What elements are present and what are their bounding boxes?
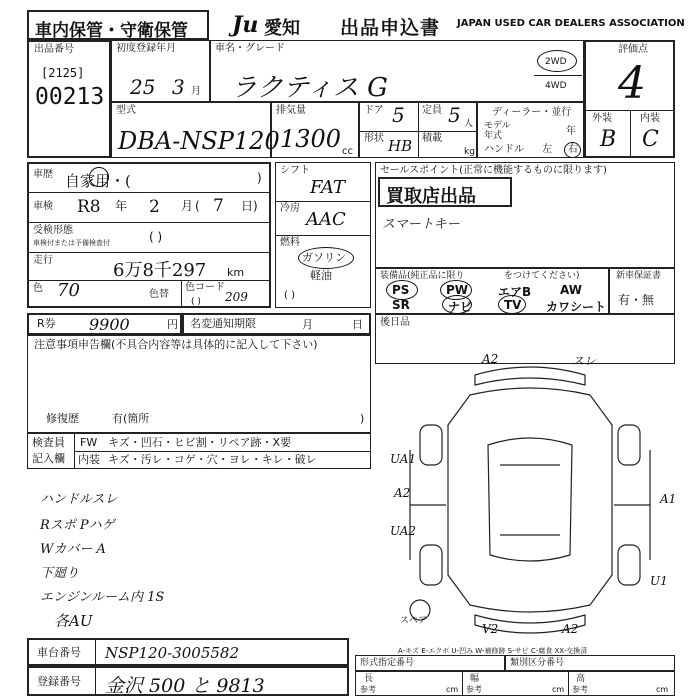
mark-scratch-top: スレ — [572, 354, 597, 368]
inspection-month-unit: 月 — [181, 199, 194, 213]
history-label: 車歴 — [33, 169, 53, 180]
history-block: 車歴 自家用・( ) 車検 R8 年 2 月 ( 7 日) 受検形態 車検付または予備検査付 ( ) 走行 6万8千297 km 色 70 色替 色コード 209 ( ) — [27, 162, 271, 308]
registration-month-unit: 月 — [191, 86, 201, 97]
equip-tv-circle — [498, 295, 526, 314]
storage-box — [27, 10, 209, 40]
inspection-day: 7 — [213, 196, 224, 216]
color-value: 70 — [57, 280, 80, 301]
type-label: 型式 — [116, 105, 136, 116]
tax-value: 9900 — [89, 315, 130, 334]
form-paren: ( ) — [149, 230, 163, 244]
model-value: ラクティス G — [231, 73, 388, 103]
tax-label: R券 — [37, 317, 56, 330]
model-year-label: モデル — [484, 121, 511, 131]
equip-ps-circle — [386, 280, 418, 300]
grade-int: C — [642, 127, 659, 152]
inspector-fw: FW — [80, 436, 98, 449]
notes-label: 注意事項申告欄(不具合内容等は具体的に記入して下さい) — [34, 338, 318, 351]
handle-right: 右 — [568, 144, 578, 155]
inspection-era: R8 — [77, 197, 101, 217]
sales-banner: 買取店出品 — [386, 186, 476, 207]
inspector-interior: 内装 — [78, 453, 100, 466]
cabin — [488, 438, 572, 561]
history-value: 自家用・( — [65, 172, 131, 190]
seats-label: 定員 — [422, 105, 442, 116]
dim-height-ref: 参考 — [572, 685, 588, 694]
shift-value: FAT — [310, 177, 345, 198]
lot-number: 00213 — [35, 84, 105, 110]
mark-u1: U1 — [650, 574, 668, 588]
color-change: 色替 — [149, 289, 169, 300]
ac-value: AAC — [306, 209, 346, 230]
wheel-rr — [618, 545, 640, 585]
equip-sr: SR — [392, 298, 410, 312]
registration-cell — [111, 40, 210, 102]
history-close: ) — [257, 171, 262, 185]
grade-label: 評価点 — [618, 44, 648, 55]
chassis-cell — [27, 638, 349, 666]
front-bumper — [475, 367, 585, 385]
car-body — [448, 388, 612, 612]
fuel-gas: ガソリン — [302, 251, 346, 264]
mark-ua2: UA2 — [390, 524, 417, 538]
handle-left: 左 — [542, 144, 552, 155]
remark-6: 各AU — [54, 612, 93, 630]
warranty-label: 新車保証書 — [616, 271, 662, 281]
grade-ext-label: 外装 — [592, 113, 612, 124]
dim-width-ref: 参考 — [466, 685, 482, 694]
equip-pw: PW — [446, 283, 469, 297]
mark-ua1: UA1 — [390, 452, 417, 466]
shift-cell — [275, 162, 371, 308]
model-year-sfx: 年 — [566, 126, 576, 137]
remark-1: ハンドルスレ — [40, 492, 118, 507]
form-label: 受検形態 — [33, 225, 73, 236]
spec-cell — [359, 102, 477, 158]
drive-2wd: 2WD — [545, 57, 567, 67]
rename-day: 日 — [352, 318, 363, 331]
inspection-year-unit: 年 — [115, 199, 128, 213]
dim-height-unit: cm — [656, 685, 669, 694]
grade-cell — [584, 40, 675, 158]
shape-label: 形状 — [364, 133, 384, 144]
grade-score: 4 — [618, 58, 646, 109]
form-num-cell — [355, 655, 505, 671]
fuel-paren: ( ) — [284, 290, 295, 301]
remark-2: Rスポ Pハゲ — [40, 518, 115, 533]
fuel-gas-circle — [298, 247, 354, 269]
inspector-label2: 記入欄 — [32, 452, 65, 465]
inspection-month: 2 — [149, 197, 160, 217]
seats-value: 5 — [448, 103, 461, 127]
lot-sub: [2125] — [41, 66, 85, 80]
color-paren: ( ) — [191, 297, 201, 307]
type-value: DBA-NSP120 — [118, 127, 280, 155]
mark-spare: スペア — [400, 616, 428, 626]
lot-cell — [27, 40, 111, 158]
rename-label: 名変通知期限 — [190, 317, 256, 330]
registration-month: 3 — [172, 75, 185, 99]
cat-num-label: 類別区分番号 — [510, 658, 565, 668]
equip-ps: PS — [392, 283, 410, 297]
equip-airbag: エアB — [498, 285, 532, 299]
cc-unit: cc — [342, 146, 353, 157]
repair-value: 有(箇所 — [112, 412, 150, 425]
dim-length: 長 — [364, 674, 374, 684]
sales-note: スマートキー — [382, 217, 460, 232]
grade-int-label: 内装 — [640, 113, 660, 124]
equip-navi: ナビ — [448, 300, 473, 314]
fuel-label: 燃料 — [280, 237, 300, 248]
remark-3: Wカバー A — [40, 542, 106, 557]
drive-circle — [537, 50, 577, 72]
mileage-unit: km — [227, 266, 245, 279]
equipment-label2: をつけてください) — [504, 271, 580, 281]
inspector-label: 検査員 — [32, 436, 65, 449]
form-title: 出品申込書 — [340, 17, 441, 39]
sales-label: セールスポイント(正常に機能するものに限ります) — [380, 165, 607, 176]
rename-month: 月 — [302, 318, 313, 331]
dim-length-ref: 参考 — [360, 685, 376, 694]
dim-width-unit: cm — [552, 685, 565, 694]
shift-label: シフト — [280, 165, 310, 176]
plate-cell — [27, 666, 349, 696]
mileage-value: 6万8千297 — [113, 260, 207, 281]
warranty-value: 有・無 — [618, 293, 655, 307]
tax-unit: 円 — [167, 318, 178, 331]
mark-a2-bottom: A2 — [562, 622, 579, 636]
shape-value: HB — [388, 137, 413, 155]
cat-num-cell — [505, 655, 675, 671]
history-circle — [89, 167, 109, 187]
wheel-rl — [420, 545, 442, 585]
afterfit-label: 後日品 — [380, 317, 410, 328]
chassis-value: NSP120-3005582 — [105, 644, 239, 662]
dims-cell — [355, 671, 675, 696]
mark-a2-left: A2 — [394, 486, 411, 500]
wheel-fl — [420, 425, 442, 465]
color-code-label: 色コード — [185, 282, 225, 293]
equipment-label: 装備品(純正品に限り — [380, 271, 465, 281]
mark-a1-right: A1 — [660, 492, 677, 506]
ju-logo: Ju — [232, 12, 259, 38]
remark-4: 下廻り — [40, 566, 80, 581]
plate-label: 登録番号 — [37, 675, 81, 688]
type-cell — [111, 102, 280, 158]
handle-right-circle — [564, 142, 581, 158]
remark-5: エンジンルーム内 1S — [40, 590, 165, 605]
fuel-diesel: 軽油 — [310, 269, 332, 282]
tax-cell — [27, 313, 182, 335]
equip-leather: カワシート — [546, 300, 607, 314]
cc-value: 1300 — [280, 125, 342, 153]
doors-value: 5 — [392, 103, 405, 127]
equip-aw: AW — [560, 283, 582, 297]
cc-label: 排気量 — [276, 105, 306, 116]
storage-label: 車内保管・守衛保管 — [35, 21, 188, 41]
form-num-label: 形式指定番号 — [360, 658, 415, 668]
brand-label: 愛知 — [264, 18, 300, 39]
sales-banner-box — [378, 177, 512, 207]
repair-label: 修復歴 — [46, 412, 79, 425]
rename-cell — [182, 313, 371, 335]
dim-width: 幅 — [470, 674, 480, 684]
dealer-cell — [477, 102, 584, 158]
ac-label: 冷房 — [280, 203, 300, 214]
model-label: 車名・グレード — [215, 43, 285, 54]
plate-value: 金沢 500 と 9813 — [105, 675, 265, 697]
wheel-fr — [618, 425, 640, 465]
mileage-label: 走行 — [33, 255, 53, 266]
equip-tv: TV — [504, 298, 522, 312]
grade-ext: B — [600, 127, 617, 152]
mark-v2: V2 — [482, 622, 499, 636]
cc-cell — [271, 102, 359, 158]
inspection-label: 車検 — [33, 201, 53, 212]
model-year-label2: 年式 — [484, 131, 503, 141]
registration-year: 25 — [130, 75, 156, 99]
model-cell — [210, 40, 584, 102]
lot-label: 出品番号 — [34, 44, 74, 55]
equip-navi-circle — [442, 295, 472, 314]
inspector-row1: キズ・凹石・ヒビ割・リペア跡・X要 — [108, 436, 292, 449]
notes-cell — [27, 335, 371, 433]
registration-label: 初度登録年月 — [116, 43, 176, 54]
inspector-cell — [27, 433, 371, 469]
drive-4wd: 4WD — [545, 81, 567, 91]
dim-height: 高 — [576, 674, 586, 684]
doors-label: ドア — [364, 105, 384, 116]
seats-unit: 人 — [464, 119, 474, 129]
diagram-legend: A-キズ E-エクボ U-凹み W-補修跡 S-サビ C-腐食 XX-交換済 — [398, 647, 588, 655]
mark-a2-top: A2 — [482, 352, 499, 366]
load-unit: kg — [464, 147, 475, 157]
handle-label: ハンドル — [484, 144, 524, 155]
assoc-label: JAPAN USED CAR DEALERS ASSOCIATION — [457, 18, 685, 29]
load-label: 積載 — [422, 133, 442, 144]
warranty-cell — [609, 268, 675, 314]
dim-length-unit: cm — [446, 685, 459, 694]
sales-cell — [375, 162, 675, 268]
inspection-day-unit: 日) — [241, 199, 258, 213]
inspector-row2: キズ・汚レ・コゲ・穴・ヨレ・キレ・破レ — [108, 453, 317, 466]
color-label: 色 — [33, 283, 43, 294]
color-code: 209 — [225, 290, 248, 304]
chassis-label: 車台番号 — [37, 646, 81, 659]
form-note: 車検付または予備検査付 — [33, 239, 110, 247]
car-diagram — [380, 355, 680, 645]
dealer-label: ディーラー・並行 — [492, 107, 572, 118]
repair-close: ) — [360, 412, 365, 425]
equipment-cell — [375, 268, 609, 314]
